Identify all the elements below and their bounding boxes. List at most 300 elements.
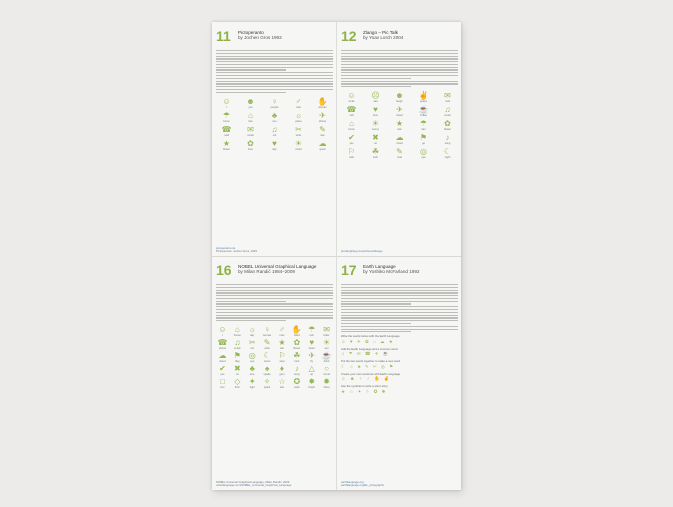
pictogram-label: cloud — [295, 147, 302, 151]
pictogram-icon: ✉ — [444, 91, 451, 101]
exercise-instruction: Create your own sentence with Earth Language. — [341, 372, 401, 376]
pictogram-icon: ✋ — [317, 96, 328, 106]
pictogram-icon: ✈ — [319, 110, 326, 120]
pictogram-icon: ☻ — [395, 91, 404, 101]
pictogram-label: eye — [421, 156, 426, 160]
pictogram-icon: ✦ — [248, 377, 256, 387]
exercise-glyphs: ☾ ☼ ♣ ✎ ✂ ◎ ⚑ — [341, 363, 395, 369]
pictogram-cell — [312, 111, 333, 123]
pictogram-icon: ☼ — [248, 325, 256, 335]
pictogram-cell — [389, 119, 410, 131]
pictogram-label: plane — [295, 119, 302, 123]
pictogram-label: love — [248, 147, 253, 151]
pictogram-cell — [216, 338, 229, 350]
pictogram-cell — [246, 338, 259, 350]
pictogram-icon: ⚑ — [233, 351, 241, 361]
exercise-instruction: Write the words below with the Earth Language. — [341, 335, 401, 339]
pictogram-label: no — [374, 142, 377, 146]
pictogram-label: star — [279, 386, 285, 390]
pictogram-label: write — [295, 133, 302, 137]
pictogram-cell — [413, 147, 434, 159]
pictogram-cell — [290, 364, 303, 376]
section-byline: by Yoshiko McFarland 1992 — [363, 269, 420, 275]
pictogram-grid — [216, 97, 333, 151]
pictogram-label: sad — [373, 100, 378, 104]
pictogram-label: call — [349, 114, 354, 118]
pictogram-label: box — [220, 386, 225, 390]
panel-nobel — [216, 262, 333, 490]
pictogram-icon: ♪ — [294, 364, 299, 374]
pictogram-icon: ★ — [278, 338, 286, 348]
pictogram-icon: ♀ — [264, 325, 271, 335]
pictogram-label: home — [348, 128, 355, 132]
source-caption: Pictoperanto, Jochen Gros, 1993 — [216, 250, 257, 254]
pictogram-cell — [341, 133, 362, 145]
pictogram-grid — [216, 325, 333, 389]
pictogram-cell — [246, 364, 259, 376]
pictogram-cell — [312, 97, 333, 109]
section-byline: by Milan Randić 1984–2009 — [238, 269, 295, 275]
pictogram-icon: ◎ — [420, 147, 427, 157]
source-link[interactable]: pictoperanto.de — [216, 246, 236, 250]
pictogram-icon: ♠ — [264, 364, 270, 374]
pictogram-icon: ♫ — [234, 338, 241, 348]
source-caption: NOBEL Universal Graphical Language, Milan Randić, 2009 — [216, 480, 290, 484]
pictogram-label: day — [272, 147, 277, 151]
pictogram-icon: ⚐ — [278, 351, 286, 361]
pictogram-icon: ✎ — [396, 147, 403, 157]
pictogram-label: letter — [323, 334, 330, 338]
pictogram-cell — [365, 119, 386, 131]
pictogram-label: music — [444, 114, 451, 118]
pictogram-grid — [341, 91, 458, 159]
pictogram-cell — [437, 147, 458, 159]
pictogram-cell — [261, 364, 274, 376]
pictogram-icon: ⌂ — [234, 325, 240, 335]
panel-zlango — [341, 28, 458, 256]
pictogram-label: light — [249, 386, 255, 390]
pictogram-label: flower — [293, 347, 301, 351]
pictogram-label: cloud — [219, 360, 226, 364]
pictogram-cell — [240, 97, 261, 109]
pictogram-icon: ○ — [324, 364, 329, 374]
pictogram-icon: ✔ — [348, 133, 355, 143]
exercise-glyphs: ♫ ☂ ✉ ☎ ✈ ☕ — [341, 351, 390, 357]
panel-footer — [341, 481, 458, 488]
pictogram-cell — [288, 125, 309, 137]
pictogram-icon: ☹ — [371, 91, 380, 101]
pictogram-icon: ☂ — [308, 325, 316, 335]
pictogram-label: cloud — [396, 142, 403, 146]
pictogram-cell — [413, 91, 434, 103]
pictogram-label: you — [248, 105, 253, 109]
pictogram-label: fly — [310, 360, 313, 364]
pictogram-cell — [246, 377, 259, 389]
pictogram-icon: ☼ — [294, 110, 303, 120]
pictogram-icon: ♀ — [271, 96, 278, 106]
pictogram-icon: ✸ — [308, 377, 316, 387]
exercise-glyphs: ☺ ♥ ☀ ✿ ⌂ ☁ ★ — [341, 338, 395, 344]
pictogram-label: mail — [445, 100, 450, 104]
pictogram-cell — [365, 147, 386, 159]
panel-footer — [216, 247, 333, 254]
pictogram-label: music — [247, 133, 254, 137]
pictogram-icon: ☆ — [278, 377, 286, 387]
exercise-instruction: Use the symbols to write a short story. — [341, 385, 389, 389]
pictogram-icon: ♂ — [295, 96, 302, 106]
panel-earth-language — [341, 262, 458, 490]
pictogram-icon: ✉ — [323, 325, 330, 335]
pictogram-cell — [231, 338, 244, 350]
pictogram-label: go — [422, 142, 425, 146]
pictogram-cell — [276, 364, 289, 376]
section-byline: by Jochen Gros 1993 — [238, 35, 282, 41]
section-title: Pictoperanto — [238, 30, 264, 35]
pictogram-icon: ☾ — [443, 147, 452, 157]
pictogram-label: heart — [308, 347, 315, 351]
pictogram-label: smile — [348, 100, 355, 104]
pictogram-label: night — [444, 156, 451, 160]
pictogram-icon: ♪ — [445, 133, 450, 143]
source-link-2[interactable]: earthlanguage.org/EL_pictographs — [341, 484, 384, 488]
pictogram-icon: ✌ — [418, 91, 429, 101]
pictogram-icon: ⌂ — [248, 110, 253, 120]
pictogram-cell — [290, 351, 303, 363]
pictogram-icon: ♣ — [249, 364, 255, 374]
pictogram-cell — [261, 338, 274, 350]
pictogram-cell — [264, 125, 285, 137]
pictogram-icon: ✿ — [293, 338, 301, 348]
pictogram-icon: ✖ — [233, 364, 241, 374]
pictogram-cell — [312, 125, 333, 137]
pictogram-label: star — [397, 128, 402, 132]
pictogram-icon: ✿ — [444, 119, 451, 129]
pictogram-cell — [305, 364, 318, 376]
pictogram-icon: ♫ — [444, 105, 451, 115]
pictogram-label: travel — [396, 114, 403, 118]
pictogram-cell — [240, 139, 261, 151]
pictogram-label: flower — [223, 147, 230, 151]
pictogram-cell — [261, 377, 274, 389]
pictogram-icon: ☀ — [322, 338, 331, 348]
pictogram-label: man — [279, 334, 285, 338]
pictogram-icon: ☻ — [246, 96, 255, 106]
pictogram-icon: ☘ — [371, 147, 380, 157]
pictogram-icon: ☎ — [221, 124, 232, 134]
pictogram-cell — [341, 147, 362, 159]
pictogram-label: good — [319, 147, 326, 151]
pictogram-label: rain — [309, 334, 314, 338]
pictogram-label: love — [373, 114, 378, 118]
pictogram-cell — [240, 111, 261, 123]
pictogram-cell — [264, 139, 285, 151]
pictogram-cell — [216, 364, 229, 376]
pictogram-cell — [320, 351, 333, 363]
pictogram-label: note — [396, 156, 403, 160]
pictogram-cell — [276, 338, 289, 350]
pictogram-icon: ✈ — [308, 351, 316, 361]
pictogram-cell — [389, 133, 410, 145]
pictogram-icon: ◎ — [248, 351, 256, 361]
pictogram-icon: ◇ — [234, 377, 241, 387]
pictogram-icon: ♦ — [279, 364, 284, 374]
pictogram-cell — [341, 105, 362, 117]
pictogram-label: day — [250, 334, 255, 338]
section-number: 12 — [341, 28, 357, 44]
pictogram-label: bright — [308, 386, 315, 390]
pictogram-label: mail — [224, 133, 229, 137]
pictogram-label: flower — [444, 128, 451, 132]
pictogram-label: cut — [272, 133, 277, 137]
pictogram-label: spark — [263, 386, 271, 390]
pictogram-icon: ♥ — [309, 338, 315, 348]
pictogram-cell — [365, 133, 386, 145]
pictogram-cell — [216, 111, 237, 123]
pictogram-cell — [320, 338, 333, 350]
pictogram-label: woman — [262, 334, 272, 338]
body-text — [341, 284, 458, 332]
pictogram-cell — [216, 97, 237, 109]
pictogram-cell — [389, 105, 410, 117]
pictogram-cell — [261, 351, 274, 363]
pictogram-cell — [276, 351, 289, 363]
pictogram-label: star — [320, 133, 325, 137]
pictogram-cell — [413, 119, 434, 131]
pictogram-label: phone — [318, 119, 327, 123]
pictogram-icon: ♫ — [271, 124, 278, 134]
pictogram-cell — [288, 139, 309, 151]
pictogram-cell — [312, 139, 333, 151]
pictogram-label: tree — [248, 119, 253, 123]
pictogram-icon: ♣ — [271, 110, 278, 120]
pictogram-cell — [288, 97, 309, 109]
pictogram-label: laugh — [396, 100, 403, 104]
pictogram-icon: ☎ — [346, 105, 357, 115]
pictogram-icon: ☎ — [217, 338, 228, 348]
pictogram-icon: ☺ — [347, 91, 356, 101]
pictogram-label: song — [294, 373, 300, 377]
pictogram-icon: ☁ — [395, 133, 404, 143]
pictogram-label: house — [233, 334, 241, 338]
pictogram-cell — [288, 111, 309, 123]
pictogram-cell — [231, 364, 244, 376]
pictogram-icon: ☘ — [293, 351, 301, 361]
pictogram-cell — [320, 377, 333, 389]
pictogram-cell — [437, 105, 458, 117]
body-text — [341, 50, 458, 87]
pictogram-cell — [305, 377, 318, 389]
pictogram-icon: △ — [308, 364, 315, 374]
pictogram-icon: ✿ — [247, 138, 254, 148]
section-byline: by Yoav Lorch 2004 — [363, 35, 404, 41]
pictogram-cell — [320, 325, 333, 337]
pictogram-icon: ✎ — [263, 338, 271, 348]
exercise-list — [341, 335, 458, 394]
pictogram-label: form — [234, 386, 240, 390]
pictogram-label: sunny — [372, 128, 379, 132]
exercise-instruction: Add the Earth Language and a common word. — [341, 347, 399, 351]
pictogram-cell — [437, 119, 458, 131]
pictogram-cell — [276, 377, 289, 389]
pictogram-icon: ☾ — [263, 351, 271, 361]
pictogram-label: coffee — [419, 114, 428, 118]
pictogram-icon: ✧ — [263, 377, 271, 387]
section-title: NOBEL Universal Graphical Language — [238, 264, 317, 269]
pictogram-icon: ✉ — [247, 124, 254, 134]
pictogram-icon: ♥ — [373, 105, 378, 115]
pictogram-label: luck — [294, 360, 300, 364]
pictogram-cell — [246, 325, 259, 337]
pictogram-cell — [231, 325, 244, 337]
section-title: Earth Language — [363, 264, 396, 269]
pictogram-cell — [290, 377, 303, 389]
pictogram-cell — [437, 91, 458, 103]
pictogram-cell — [305, 351, 318, 363]
pictogram-icon: ✖ — [372, 133, 379, 143]
pictogram-label: wait — [349, 156, 354, 160]
pictogram-label: luck — [373, 156, 378, 160]
source-link[interactable]: picslangblog.com/pictures/Zlango — [341, 250, 383, 254]
pictogram-label: yes — [220, 373, 225, 377]
pictogram-icon: ♥ — [272, 138, 277, 148]
exercise-instruction: Put the two words together to make a new word. — [341, 360, 401, 364]
pictogram-cell — [246, 351, 259, 363]
pictogram-cell — [305, 325, 318, 337]
pictogram-icon: ★ — [395, 119, 404, 129]
pictogram-label: people — [270, 105, 279, 109]
pictogram-icon: ☀ — [294, 138, 303, 148]
pictogram-cell — [365, 91, 386, 103]
horizontal-fold-line — [212, 256, 461, 257]
pictogram-label: yes — [349, 142, 354, 146]
pictogram-label: phone — [218, 347, 227, 351]
pictogram-cell — [231, 351, 244, 363]
section-number: 17 — [341, 262, 357, 278]
pictogram-label: man — [295, 105, 302, 109]
pictogram-icon: ★ — [222, 138, 231, 148]
pictogram-label: music — [233, 347, 241, 351]
pictogram-label: eye — [250, 360, 255, 364]
pictogram-icon: ♂ — [278, 325, 285, 335]
pictogram-label: sun — [324, 347, 329, 351]
pictogram-label: peace — [419, 100, 428, 104]
pictogram-icon: □ — [220, 377, 225, 387]
pictogram-label: I — [226, 105, 227, 109]
pictogram-label: star — [279, 347, 285, 351]
pictogram-label: mark — [293, 386, 300, 390]
pictogram-cell — [290, 338, 303, 350]
pictogram-cell — [437, 133, 458, 145]
body-text — [216, 50, 333, 93]
pictogram-cell — [413, 105, 434, 117]
pictogram-cell — [341, 91, 362, 103]
pictogram-label: gem — [279, 373, 285, 377]
pictogram-cell — [240, 125, 261, 137]
pictogram-label: spade — [263, 373, 271, 377]
pictogram-cell — [231, 377, 244, 389]
exercise-glyphs: ☺ ☻ ♀ ♂ ✋ ✌ — [341, 376, 392, 382]
pictogram-icon: ✂ — [295, 124, 302, 134]
pictogram-cell — [389, 147, 410, 159]
pictogram-cell — [216, 325, 229, 337]
pictogram-label: woman — [318, 105, 327, 109]
pictogram-icon: ✋ — [291, 325, 302, 335]
pictogram-icon: ✹ — [323, 377, 330, 387]
pictogram-icon: ☀ — [371, 119, 380, 129]
body-text — [216, 284, 333, 321]
pictogram-label: song — [444, 142, 451, 146]
pictogram-label: round — [323, 373, 330, 377]
pictogram-label: tree — [249, 373, 255, 377]
pictogram-label: moon — [263, 360, 271, 364]
pictogram-icon: ☂ — [222, 110, 231, 120]
pictogram-cell — [216, 377, 229, 389]
pictogram-cell — [264, 97, 285, 109]
pictogram-icon: ☕ — [418, 105, 429, 115]
pictogram-icon: ☂ — [419, 119, 428, 129]
pictogram-cell — [320, 364, 333, 376]
pictogram-label: stop — [279, 360, 285, 364]
pictogram-icon: ✎ — [319, 124, 326, 134]
pictogram-cell — [264, 111, 285, 123]
pictogram-icon: ⌂ — [349, 119, 354, 129]
pictogram-cell — [216, 351, 229, 363]
pictogram-label: write — [264, 347, 270, 351]
pictogram-label: rain — [421, 128, 426, 132]
pictogram-icon: ☁ — [318, 138, 327, 148]
pictogram-cell — [216, 125, 237, 137]
source-link[interactable]: earthlanguage.org — [341, 480, 364, 484]
pictogram-icon: ☕ — [321, 351, 332, 361]
pictogram-icon: ☺ — [222, 96, 231, 106]
pictogram-icon: ✈ — [396, 105, 403, 115]
pictogram-cell — [276, 325, 289, 337]
section-title: Zlango – Pic Talk — [363, 30, 398, 35]
pictogram-icon: ✔ — [219, 364, 226, 374]
pictogram-label: cut — [250, 347, 254, 351]
panel-footer — [216, 481, 333, 488]
pictogram-cell — [290, 325, 303, 337]
fold-out-sheet — [212, 22, 461, 490]
pictogram-cell — [413, 133, 434, 145]
section-number: 16 — [216, 262, 232, 278]
pictogram-icon: ☁ — [218, 351, 227, 361]
pictogram-label: I — [222, 334, 223, 338]
source-link[interactable]: nobellanguage.com/NOBEL_Universal_Graphical_Language — [216, 484, 292, 488]
pictogram-label: up — [310, 373, 314, 377]
pictogram-label: shine — [323, 386, 330, 390]
pictogram-icon: ⚑ — [419, 133, 428, 143]
pictogram-cell — [365, 105, 386, 117]
pictogram-icon: ✂ — [248, 338, 256, 348]
pictogram-label: no — [235, 373, 239, 377]
exercise-glyphs: ★ ☆ ✦ ✧ ✪ ✸ — [341, 388, 387, 394]
pictogram-icon: ☺ — [218, 325, 227, 335]
pictogram-cell — [389, 91, 410, 103]
pictogram-label: flag — [235, 360, 240, 364]
pictogram-icon: ✪ — [293, 377, 301, 387]
panel-footer — [341, 250, 458, 254]
pictogram-cell — [216, 139, 237, 151]
pictogram-label: hand — [293, 334, 300, 338]
pictogram-icon: ⚐ — [347, 147, 356, 157]
pictogram-cell — [341, 119, 362, 131]
pictogram-label: sun — [272, 119, 277, 123]
pictogram-cell — [261, 325, 274, 337]
section-number: 11 — [216, 28, 231, 44]
pictogram-label: drink — [323, 360, 330, 364]
pictogram-label: home — [223, 119, 230, 123]
